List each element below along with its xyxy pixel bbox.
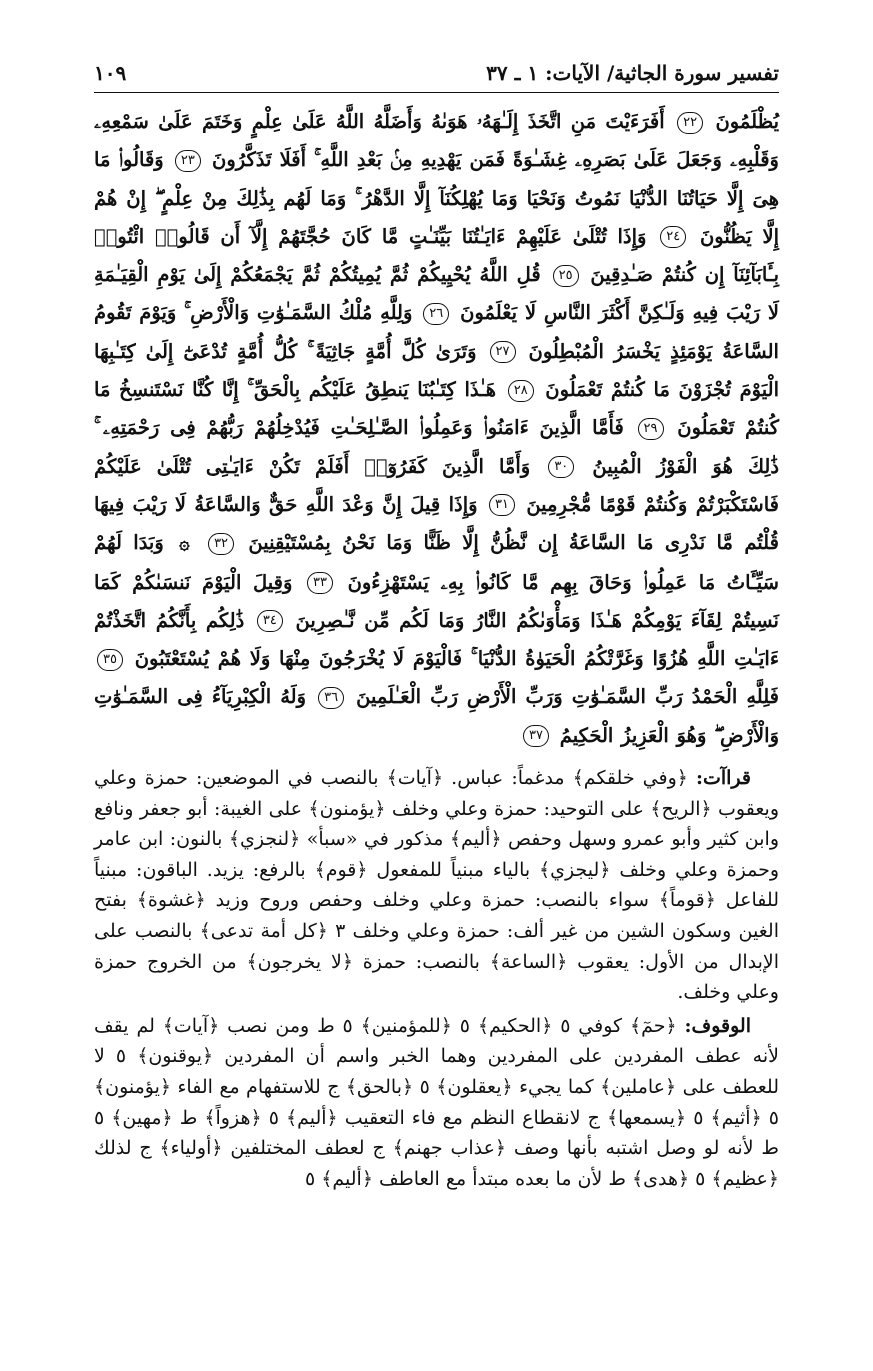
qiraat-paragraph	[94, 763, 779, 1008]
verse-number-marker: ٢٧	[490, 341, 516, 363]
verse-text: قُلِ اللَّهُ يُحْيِيكُمْ ثُمَّ يُمِيتُكُمْ ثُمَّ يَجْمَعُكُمْ إِلَىٰ يَوْمِ الْقِيَـٰمَةِ لَا رَيْبَ فِيهِ وَلَـٰكِنَّ أَكْثَرَ النَّاسِ لَا يَعْلَمُونَ	[94, 263, 780, 325]
wuquf-paragraph	[94, 1011, 779, 1195]
verse-text: فَلِلَّهِ الْحَمْدُ رَبِّ السَّمَـٰوَٰتِ وَرَبِّ الْأَرْضِ رَبِّ الْعَـٰلَمِينَ	[356, 685, 780, 709]
verse-text: وَلِلَّهِ مُلْكُ السَّمَـٰوَٰتِ وَالْأَرْضِ ۚ وَيَوْمَ تَقُومُ السَّاعَةُ يَوْمَئِذٍ يَخْسَرُ الْمُبْطِلُونَ	[94, 301, 779, 363]
verse-number-marker: ٢٣	[175, 150, 201, 172]
wuquf-text: ﴿حمٓ﴾ كوفي ٥ ﴿الحكيم﴾ ٥ ﴿للمؤمنين﴾ ٥ ط ومن نصب ﴿آيات﴾ لم يقف لأنه عطف المفردين على المفردين وهما الخبر واسم أن المفردين ﴿يوقنون﴾ ٥ لا للعطف على ﴿عاملين﴾ كما يجيء ﴿يعقلون﴾ ٥ ﴿بالحق﴾ ج للاستفهام مع الفاء ﴿يؤمنون﴾ ٥ ﴿أثيم﴾ ٥ ﴿يسمعها﴾ ج لانقطاع النظم مع فاء التعقيب ﴿أليم﴾ ٥ ﴿هزواً﴾ ط ﴿مهين﴾ ٥ ط لأنه لو وصل اشتبه بأنها وصف ﴿عذاب جهنم﴾ ج لعطف المختلفين ﴿أولياء﴾ ج لذلك ﴿عظيم﴾ ٥ ﴿هدى﴾ ط لأن ما بعده مبتدأ مع العاطف ﴿أليم﴾ ٥	[94, 1014, 779, 1190]
verse-text: يُظْلَمُونَ	[715, 110, 780, 133]
verse-text: فَأَمَّا الَّذِينَ ءَامَنُوا۟ وَعَمِلُوا۟ الصَّـٰلِحَـٰتِ فَيُدْخِلُهُمْ رَبُّهُمْ فِى رَحْمَتِهِۦ ۚ ذَٰلِكَ هُوَ الْفَوْزُ الْمُبِينُ	[94, 416, 779, 478]
page-number: ١٠٩	[94, 61, 127, 85]
verse-number-marker: ٢٢	[677, 112, 703, 134]
qiraat-text: ﴿وفي خلقكم﴾ مدغماً: عباس. ﴿آيات﴾ بالنصب في الموضعين: حمزة وعلي ويعقوب ﴿الريح﴾ على التوحيد: حمزة وعلي وخلف ﴿يؤمنون﴾ على الغيبة: أبو جعفر ونافع وابن كثير وأبو عمرو وسهل وحفص ﴿أليم﴾ مذكور في «سبأ» ﴿لنجزي﴾ بالنون: ابن عامر وحمزة وعلي وخلف ﴿ليجزي﴾ بالياء مبنياً للمفعول ﴿قوم﴾ بالرفع: يزيد. الباقون: مبنياً للفاعل ﴿قوماً﴾ سواء بالنصب: حمزة وعلي وخلف وحفص وروح وزيد ﴿غشوة﴾ بفتح الغين وسكون الشين من غير ألف: حمزة وعلي وخلف ٣ ﴿كل أمة تدعى﴾ بالنصب على الإبدال من الأول: يعقوب ﴿الساعة﴾ بالنصب: حمزة ﴿لا يخرجون﴾ من الخروج حمزة وعلي وخلف.	[94, 767, 779, 1004]
verse-number-marker: ٣٧	[523, 725, 549, 747]
running-title: تفسير سورة الجاثية/ الآيات: ١ ـ ٣٧	[486, 61, 779, 85]
verse-number-marker: ٢٨	[508, 380, 534, 402]
qiraat-label: قراآت:	[695, 767, 751, 790]
verse-text: وَإِذَا قِيلَ إِنَّ وَعْدَ اللَّهِ حَقٌّ وَالسَّاعَةُ لَا رَيْبَ فِيهَا قُلْتُم مَّا نَدْرِى مَا السَّاعَةُ إِن نَّظُنُّ إِلَّا ظَنًّا وَمَا نَحْنُ بِمُسْتَيْقِنِينَ	[94, 492, 779, 555]
verse-text: وَأَمَّا الَّذِينَ كَفَرُوٓا۟ أَفَلَمْ تَكُنْ ءَايَـٰتِى تُتْلَىٰ عَلَيْكُمْ فَاسْتَكْبَرْتُمْ وَكُنتُمْ قَوْمًا مُّجْرِمِينَ	[94, 454, 779, 516]
verse-number-marker: ٢٩	[638, 418, 664, 440]
verse-number-marker: ٣٦	[318, 687, 344, 709]
verse-text: وَتَرَىٰ كُلَّ أُمَّةٍ جَاثِيَةً ۚ كُلُّ أُمَّةٍ تُدْعَىٰٓ إِلَىٰ كِتَـٰبِهَا الْيَوْمَ تُجْزَوْنَ مَا كُنتُمْ تَعْمَلُونَ	[94, 339, 779, 402]
verse-number-marker: ٢٤	[660, 226, 686, 248]
verse-text: وَإِذَا تُتْلَىٰ عَلَيْهِمْ ءَايَـٰتُنَا بَيِّنَـٰتٍ مَّا كَانَ حُجَّتَهُمْ إِلَّآ أَن قَالُوا۟ ائْتُوا۟ بِـَٔابَآئِنَآ إِن كُنتُمْ صَـٰدِقِينَ	[94, 224, 779, 287]
verse-number-marker: ٢٦	[423, 303, 449, 325]
page-header	[94, 58, 779, 88]
verse-number-marker: ٢٥	[553, 265, 579, 287]
verse-text: أَفَرَءَيْتَ مَنِ اتَّخَذَ إِلَـٰهَهُۥ هَوَىٰهُ وَأَضَلَّهُ اللَّهُ عَلَىٰ عِلْمٍ وَخَتَمَ عَلَىٰ سَمْعِهِۦ وَقَلْبِهِۦ وَجَعَلَ عَلَىٰ بَصَرِهِۦ غِشَـٰوَةً فَمَن يَهْدِيهِ مِنۢ بَعْدِ اللَّهِ ۚ أَفَلَا تَذَكَّرُونَ	[94, 110, 779, 172]
verse-number-marker: ٣٢	[208, 533, 234, 555]
verse-number-marker: ٣٥	[97, 649, 123, 671]
quran-verses-block	[94, 103, 779, 755]
verse-text: وَقَالُوا۟ مَا هِىَ إِلَّا حَيَاتُنَا الدُّنْيَا نَمُوتُ وَنَحْيَا وَمَا يُهْلِكُنَآ إِلَّا الدَّهْرُ ۚ وَمَا لَهُم بِذَٰلِكَ مِنْ عِلْمٍ ۖ إِنْ هُمْ إِلَّا يَظُنُّونَ	[94, 148, 779, 248]
verse-text: هَـٰذَا كِتَـٰبُنَا يَنطِقُ عَلَيْكُم بِالْحَقِّ ۚ إِنَّا كُنَّا نَسْتَنسِخُ مَا كُنتُمْ تَعْمَلُونَ	[94, 378, 779, 440]
verse-number-marker: ٣١	[489, 494, 515, 516]
verse-text: وَبَدَا لَهُمْ سَيِّـَٔاتُ مَا عَمِلُوا۟ وَحَاقَ بِهِم مَّا كَانُوا۟ بِهِۦ يَسْتَهْزِءُونَ	[94, 531, 779, 594]
verse-text: وَقِيلَ الْيَوْمَ نَنسَىٰكُمْ كَمَا نَسِيتُمْ لِقَآءَ يَوْمِكُمْ هَـٰذَا وَمَأْوَىٰكُمُ النَّارُ وَمَا لَكُم مِّن نَّـٰصِرِينَ	[94, 570, 779, 632]
verse-number-marker: ٣٠	[548, 456, 574, 478]
verse-number-marker: ٣٤	[257, 610, 283, 632]
hizb-marker-icon: ۞	[179, 533, 190, 555]
verse-text: ذَٰلِكُم بِأَنَّكُمُ اتَّخَذْتُمْ ءَايَـٰتِ اللَّهِ هُزُوًا وَغَرَّتْكُمُ الْحَيَوٰةُ الدُّنْيَا ۚ فَالْيَوْمَ لَا يُخْرَجُونَ مِنْهَا وَلَا هُمْ يُسْتَعْتَبُونَ	[94, 608, 779, 671]
header-rule	[94, 92, 779, 93]
verse-text: وَلَهُ الْكِبْرِيَآءُ فِى السَّمَـٰوَٰتِ وَالْأَرْضِ ۖ وَهُوَ الْعَزِيزُ الْحَكِيمُ	[94, 685, 779, 747]
wuquf-label: الوقوف:	[684, 1014, 751, 1037]
verse-number-marker: ٣٣	[307, 572, 333, 594]
